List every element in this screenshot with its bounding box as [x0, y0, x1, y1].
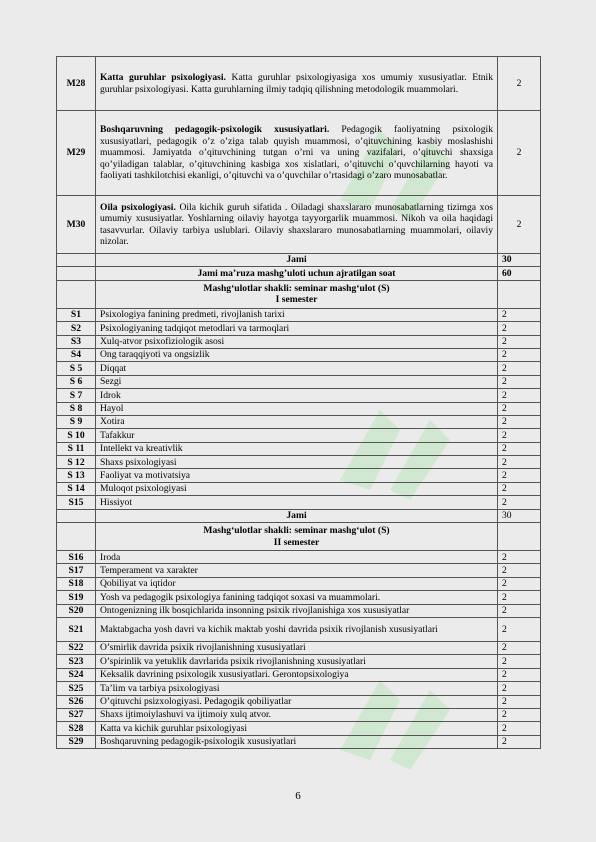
semester-form-label: Mashg‘ulotlar shakli: seminar mashg‘ulot (S) [203, 282, 390, 294]
topic-text: Diqqat [96, 362, 498, 375]
topic-code: S22 [57, 641, 96, 654]
topic-text: Hayol [96, 402, 498, 415]
topic-text: Ta’lim va tarbiya psixologiyasi [96, 682, 498, 695]
table-row [57, 641, 541, 654]
total-label: Jami [96, 509, 498, 522]
topic-title: Katta guruhlar psixologiyasi. [100, 72, 226, 84]
semester-header [96, 280, 498, 308]
topic-hours: 2 [498, 708, 541, 721]
topic-code: M30 [57, 196, 96, 254]
topic-text: Iroda [96, 551, 498, 564]
table-row [57, 668, 541, 681]
table-row [57, 57, 541, 111]
topic-code: S17 [57, 564, 96, 577]
topic-hours: 2 [498, 322, 541, 335]
total-hours: 30 [498, 254, 541, 267]
topic-code: S27 [57, 708, 96, 721]
topic-code: M28 [57, 57, 96, 111]
topic-hours: 2 [498, 362, 541, 375]
topic-code: S16 [57, 551, 96, 564]
lecture-total-hours: 60 [498, 267, 541, 280]
topic-hours: 2 [498, 735, 541, 748]
semester-label: II semester [273, 536, 320, 548]
topic-text: Ontogenizning ilk bosqichlarida insonning psixik rivojlanishiga xos xususiyatlar [96, 604, 498, 617]
topic-hours: 2 [498, 456, 541, 469]
topic-hours: 2 [498, 402, 541, 415]
topic-code: S 10 [57, 429, 96, 442]
topic-description [96, 196, 498, 254]
semester-header-row [57, 280, 541, 308]
topic-hours: 2 [498, 111, 541, 196]
table-row [57, 456, 541, 469]
total-hours: 30 [498, 509, 541, 522]
lecture-total-row [57, 267, 541, 280]
topic-hours: 2 [498, 348, 541, 361]
topic-text: O’smirlik davrida psixik rivojlanishning xususiyatlari [96, 641, 498, 654]
table-row [57, 604, 541, 617]
topic-code: S 14 [57, 482, 96, 495]
topic-code: M29 [57, 111, 96, 196]
table-row [57, 389, 541, 402]
topic-text: Oila kichik guruh sifatida . Oiladagi shaxslararo munosabatlarning tizimga xos umumiy xususiyatlar. Yoshlarning oilaviy hayotga tayyorgarlik muammosi. Nikoh va oila haqidagi tasavvurlar. Oilaviy tarbiya uslublari. Oilaviy shaxslararo munosabatlarning muammolari, oilaviy nizolar. [100, 201, 493, 247]
table-row [57, 415, 541, 428]
topic-code: S4 [57, 348, 96, 361]
topic-code: S29 [57, 735, 96, 748]
topic-code: S3 [57, 335, 96, 348]
topic-code: S24 [57, 668, 96, 681]
topic-code: S 7 [57, 389, 96, 402]
table-row [57, 564, 541, 577]
topic-text: Muloqot psixologiyasi [96, 482, 498, 495]
topic-hours: 2 [498, 668, 541, 681]
topic-title: Oila psixologiyasi. [100, 201, 176, 213]
table-row [57, 429, 541, 442]
topic-hours: 2 [498, 655, 541, 668]
topic-text: Boshqaruvning pedagogik-psixologik xususiyatlari [96, 735, 498, 748]
topic-hours: 2 [498, 308, 541, 321]
topic-text: Hissiyot [96, 496, 498, 509]
topic-hours: 2 [498, 469, 541, 482]
topic-hours: 2 [498, 57, 541, 111]
topic-code: S 6 [57, 375, 96, 388]
total-label: Jami [96, 254, 498, 267]
topic-text: O’qituvchi psizxologiyasi. Pedagogik qobiliyatlar [96, 695, 498, 708]
topic-text: Ong taraqqiyoti va ongsizlik [96, 348, 498, 361]
topic-code: S20 [57, 604, 96, 617]
topic-code: S 5 [57, 362, 96, 375]
topic-hours: 2 [498, 577, 541, 590]
table-row [57, 708, 541, 721]
topic-text: Xulq-atvor psixofiziologik asosi [96, 335, 498, 348]
topic-text: O’spirinlik va yetuklik davrlarida psixik rivojlanishning xususiyatlari [96, 655, 498, 668]
topic-text: Xotira [96, 415, 498, 428]
topic-hours: 2 [498, 375, 541, 388]
topic-hours: 2 [498, 617, 541, 641]
topic-hours: 2 [498, 482, 541, 495]
topic-hours: 2 [498, 429, 541, 442]
topic-code: S 9 [57, 415, 96, 428]
topic-text: Maktabgacha yosh davri va kichik maktab yoshi davrida psixik rivojlanish xususiyatlari [96, 617, 498, 641]
table-row [57, 655, 541, 668]
curriculum-table [56, 56, 541, 749]
table-row [57, 496, 541, 509]
topic-hours: 2 [498, 389, 541, 402]
topic-hours: 2 [498, 604, 541, 617]
semester-header [96, 523, 498, 551]
topic-code: S19 [57, 591, 96, 604]
table-row [57, 322, 541, 335]
topic-text: Psixologiyaning tadqiqot metodlari va tarmoqlari [96, 322, 498, 335]
topic-hours: 2 [498, 442, 541, 455]
curriculum-table-body [57, 57, 541, 749]
page-number: 6 [295, 790, 301, 802]
topic-text: Qobiliyat va iqtidor [96, 577, 498, 590]
topic-hours: 2 [498, 682, 541, 695]
topic-hours: 2 [498, 641, 541, 654]
table-row [57, 482, 541, 495]
table-row [57, 617, 541, 641]
topic-code: S 11 [57, 442, 96, 455]
topic-text: Sezgi [96, 375, 498, 388]
topic-hours: 2 [498, 335, 541, 348]
table-row [57, 335, 541, 348]
table-row [57, 695, 541, 708]
semester-header-row [57, 523, 541, 551]
table-row [57, 375, 541, 388]
table-row [57, 196, 541, 254]
total-row [57, 509, 541, 522]
topic-code: S15 [57, 496, 96, 509]
topic-title: Boshqaruvning pedagogik-psixologik xususiyatlari. [100, 124, 330, 136]
topic-text: Intellekt va kreativlik [96, 442, 498, 455]
table-row [57, 348, 541, 361]
table-row [57, 362, 541, 375]
topic-text: Tafakkur [96, 429, 498, 442]
topic-code: S18 [57, 577, 96, 590]
table-row [57, 111, 541, 196]
topic-text: Temperament va xarakter [96, 564, 498, 577]
total-row [57, 254, 541, 267]
topic-description [96, 57, 498, 111]
topic-text: Psixologiya fanining predmeti, rivojlanish tarixi [96, 308, 498, 321]
lecture-total-label: Jami ma’ruza mashg’uloti uchun ajratilgan soat [96, 267, 498, 280]
table-row [57, 735, 541, 748]
table-row [57, 402, 541, 415]
topic-code: S21 [57, 617, 96, 641]
topic-hours: 2 [498, 722, 541, 735]
table-row [57, 591, 541, 604]
table-row [57, 469, 541, 482]
table-row [57, 682, 541, 695]
topic-text: Pedagogik faoliyatning psixologik xususiyatlari, pedagogik o’z o’ziga talab quyish muammosi, o’qituvchining kasbiy moslashishi muammosi. Jamiyatda o’qituvchining tutgan o’rni va uning vazifalari, o’qituvchi shaxsiga qo’yiladigan talablar, o’qituvchining kasbiga xos xislatlari, o’qituvchi o’quvchilarning hayoti va faoliyati tashkilotchisi ekanligi, o’qituvchi va o’quvchilar o’rtasidagi o’zaro munosabatlar. [100, 124, 493, 182]
topic-code: S28 [57, 722, 96, 735]
topic-code: S 12 [57, 456, 96, 469]
topic-code: S2 [57, 322, 96, 335]
topic-text: Yosh va pedagogik psixologiya fanining tadqiqot soxasi va muammolari. [96, 591, 498, 604]
topic-text: Katta va kichik guruhlar psixologiyasi [96, 722, 498, 735]
topic-code: S23 [57, 655, 96, 668]
topic-text: Katta guruhlar psixologiyasiga xos umumiy xususiyatlar. Etnik guruhlar psixologiyasi. Katta guruhlarning ilmiy tadqiq qilishning metodologik muammolari. [100, 72, 493, 95]
topic-text: Idrok [96, 389, 498, 402]
topic-text: Keksalik davrining psixologik xususiyatlari. Gerontopsixologiya [96, 668, 498, 681]
semester-label: I semester [275, 294, 318, 306]
topic-hours: 2 [498, 564, 541, 577]
topic-text: Shaxs psixologiyasi [96, 456, 498, 469]
topic-hours: 2 [498, 196, 541, 254]
topic-hours: 2 [498, 591, 541, 604]
table-row [57, 551, 541, 564]
table-row [57, 442, 541, 455]
topic-hours: 2 [498, 415, 541, 428]
topic-code: S25 [57, 682, 96, 695]
topic-description [96, 111, 498, 196]
semester-form-label: Mashg‘ulotlar shakli: seminar mashg‘ulot (S) [203, 525, 390, 537]
topic-code: S1 [57, 308, 96, 321]
topic-hours: 2 [498, 695, 541, 708]
topic-text: Faoliyat va motivatsiya [96, 469, 498, 482]
table-row [57, 308, 541, 321]
topic-code: S 13 [57, 469, 96, 482]
topic-code: S26 [57, 695, 96, 708]
topic-code: S 8 [57, 402, 96, 415]
table-row [57, 722, 541, 735]
table-row [57, 577, 541, 590]
topic-text: Shaxs ijtimoiylashuvi va ijtimoiy xulq atvor. [96, 708, 498, 721]
topic-hours: 2 [498, 551, 541, 564]
topic-hours: 2 [498, 496, 541, 509]
